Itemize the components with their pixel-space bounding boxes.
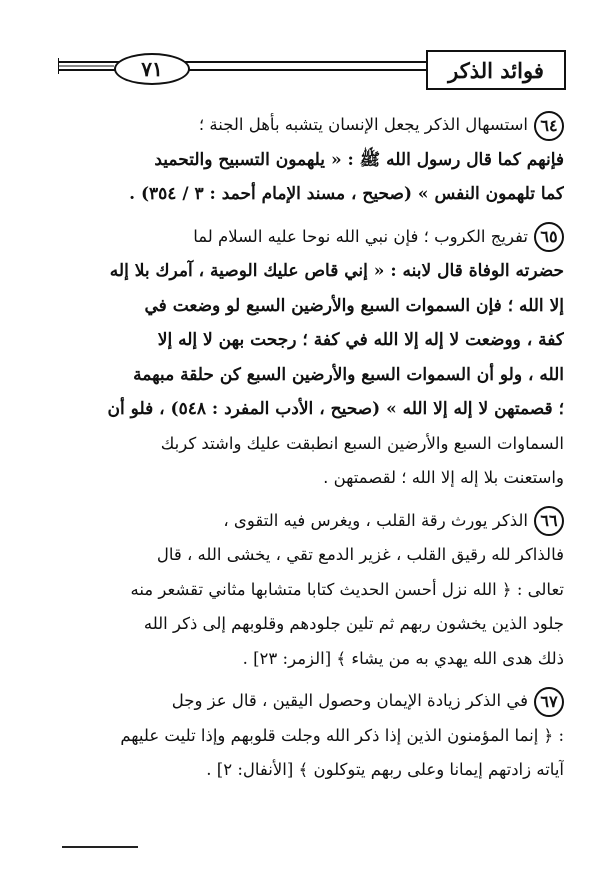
- line-text: تفريج الكروب ؛ فإن نبي الله نوحا عليه السلام لما: [193, 226, 528, 246]
- text-line: [48, 684, 564, 719]
- page-body: [48, 108, 564, 788]
- text-line: جلود الذين يخشون ربهم ثم تلين جلودهم وقلوبهم إلى ذكر الله: [143, 614, 564, 633]
- benefit-item-65: [48, 220, 564, 496]
- text-line: كما تلهمون النفس » (صحيح ، مسند الإمام أحمد : ٣ / ٣٥٤) .: [129, 184, 564, 204]
- benefit-item-64: [48, 108, 564, 212]
- line-text: الذكر يورث رقة القلب ، ويغرس فيه التقوى ،: [223, 510, 528, 530]
- text-line: كفة ، ووضعت لا إله إلا الله في كفة ؛ رجحت بهن لا إله إلا: [157, 330, 564, 350]
- text-line: ؛ قصمتهن لا إله إلا الله » (صحيح ، الأدب المفرد : ٥٤٨) ، فلو أن: [107, 399, 564, 419]
- text-line: حضرته الوفاة قال لابنه : « إني قاص عليك الوصية ، آمرك بلا إله: [109, 261, 564, 281]
- page-number: ٧١: [114, 53, 190, 85]
- page-header: [58, 48, 566, 94]
- benefit-item-67: [48, 684, 564, 788]
- text-line: فالذاكر لله رقيق القلب ، غزير الدمع تقي ، يخشى الله ، قال: [156, 545, 564, 564]
- line-text: استسهال الذكر يجعل الإنسان يتشبه بأهل الجنة ؛: [198, 115, 528, 134]
- line-text: في الذكر زيادة الإيمان وحصول اليقين ، قال عز وجل: [171, 691, 528, 710]
- text-line: واستعنت بلا إله إلا الله ؛ لقصمتهن .: [323, 468, 564, 487]
- text-line: الله ، ولو أن السموات السبع والأرضين السبع كن حلقة مبهمة: [133, 364, 564, 385]
- text-line: ذلك هدى الله يهدي به من يشاء ﴾ [الزمر: ٢٣] .: [242, 648, 564, 668]
- footer-rule: [62, 846, 138, 848]
- text-line: [48, 504, 564, 539]
- item-number-badge: ٦٦: [534, 506, 564, 536]
- text-line: : ﴿ إنما المؤمنون الذين إذا ذكر الله وجلت قلوبهم وإذا تليت عليهم: [120, 725, 564, 745]
- text-line: إلا الله ؛ فإن السموات السبع والأرضين السبع لو وضعت في: [144, 295, 564, 316]
- page-title: فوائد الذكر: [426, 50, 566, 90]
- text-line: تعالى : ﴿ الله نزل أحسن الحديث كتابا متشابها مثاني تقشعر منه: [130, 579, 564, 599]
- text-line: السماوات السبع والأرضين السبع انطبقت عليك واشتد كربك: [160, 433, 564, 453]
- item-number-badge: ٦٧: [534, 687, 564, 717]
- text-line: آياته زادتهم إيمانا وعلى ربهم يتوكلون ﴾ [الأنفال: ٢] .: [206, 760, 564, 779]
- item-number-badge: ٦٥: [534, 222, 564, 252]
- benefit-item-66: [48, 504, 564, 677]
- text-line: [48, 220, 564, 255]
- text-line: [48, 108, 564, 143]
- text-line: فإنهم كما قال رسول الله ﷺ : « يلهمون التسبيح والتحميد: [154, 149, 564, 170]
- item-number-badge: ٦٤: [534, 111, 564, 141]
